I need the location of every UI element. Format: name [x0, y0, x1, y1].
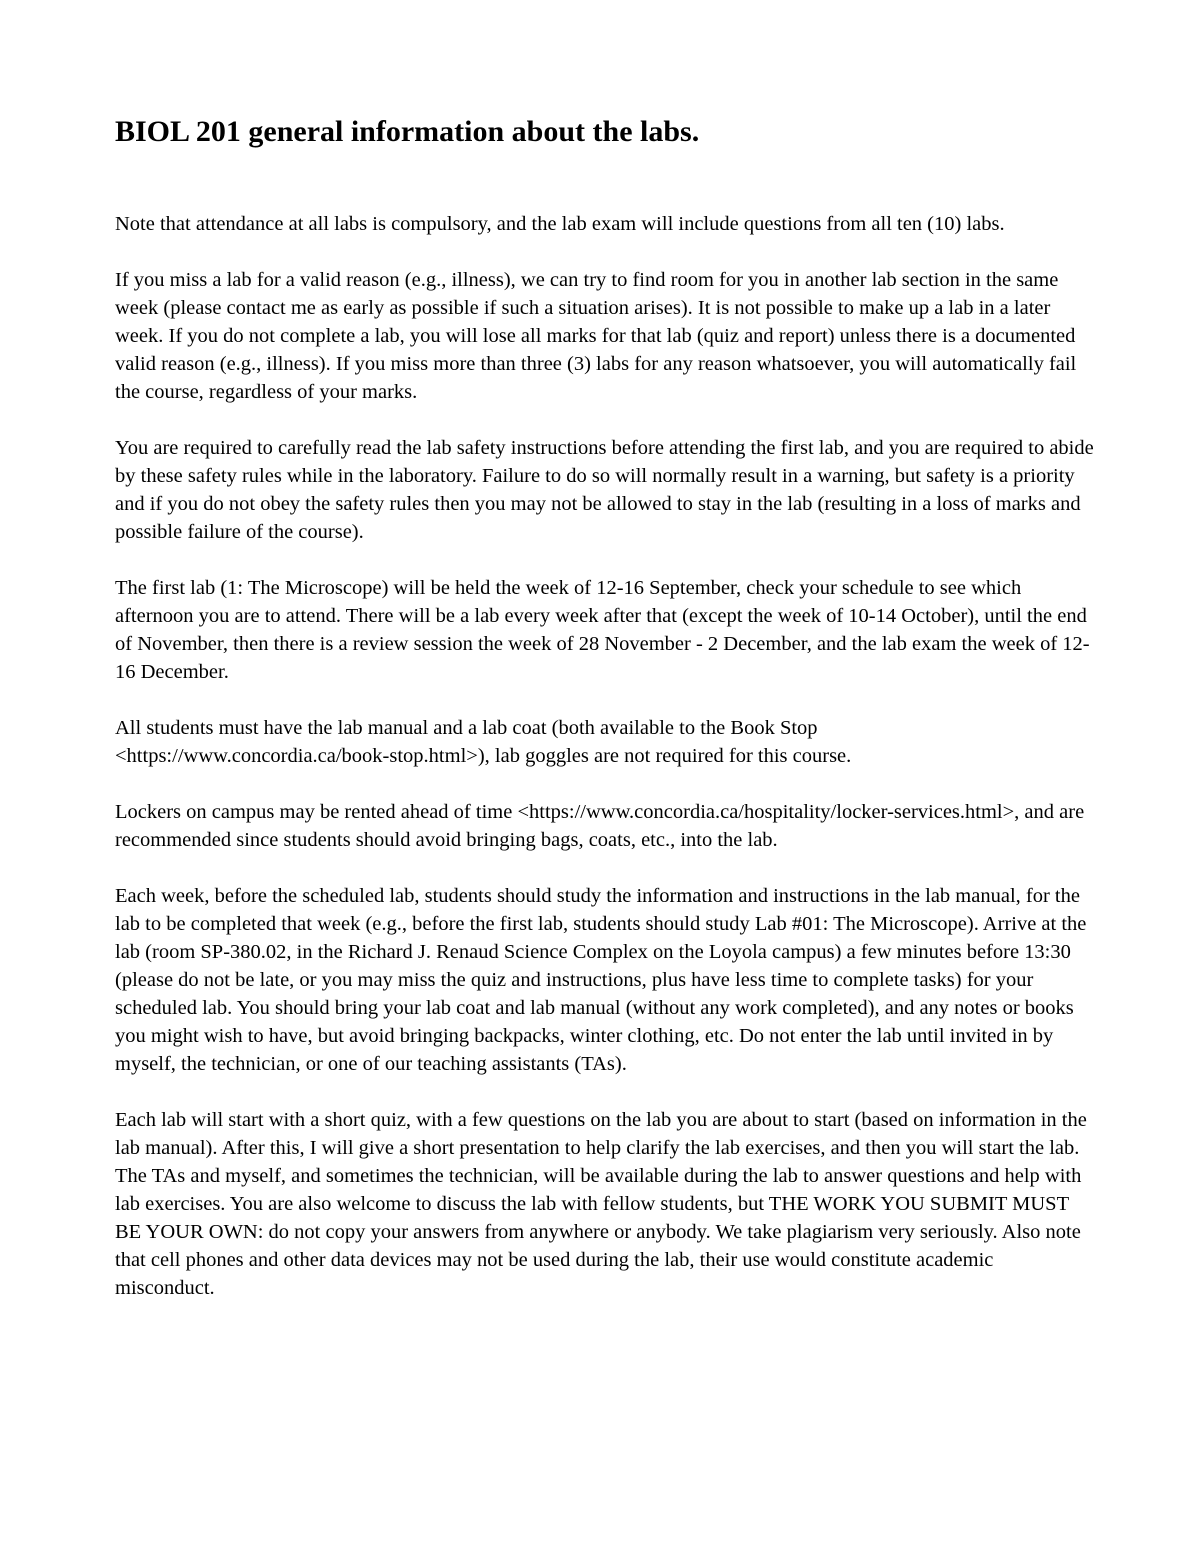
lab-manual-paragraph: All students must have the lab manual and a lab coat (both available to the Book Stop <https://www.concordia.ca/book-stop.html>), lab goggles are not required for this course. [115, 717, 852, 767]
safety-paragraph: You are required to carefully read the lab safety instructions before attending the first lab, and you are required to abide by these safety rules while in the laboratory. Failure to do so will normally result in a warning, but safety is a priority and if you do not obey the safety rules then you may not be allowed to stay in the lab (resulting in a loss of marks and possible failure of the course). [115, 437, 1094, 543]
document-title: BIOL 201 general information about the labs. [115, 115, 700, 148]
schedule-paragraph: The first lab (1: The Microscope) will be held the week of 12-16 September, check your schedule to see which afternoon you are to attend. There will be a lab every week after that (except the week of 10-14 October), until the end of November, then there is a review session the week of 28 November - 2 December, and the lab exam the week of 12-16 December. [115, 577, 1090, 683]
document-page [115, 112, 1095, 1330]
attendance-paragraph: Note that attendance at all labs is compulsory, and the lab exam will include questions from all ten (10) labs. [115, 213, 1005, 235]
missed-lab-paragraph: If you miss a lab for a valid reason (e.g., illness), we can try to find room for you in another lab section in the same week (please contact me as early as possible if such a situation arises). It is not possible to make up a lab in a later week. If you do not complete a lab, you will lose all marks for that lab (quiz and report) unless there is a documented valid reason (e.g., illness). If you miss more than three (3) labs for any reason whatsoever, you will automatically fail the course, regardless of your marks. [115, 269, 1077, 403]
quiz-and-conduct-paragraph: Each lab will start with a short quiz, with a few questions on the lab you are about to start (based on information in the lab manual). After this, I will give a short presentation to help clarify the lab exercises, and then you will start the lab. The TAs and myself, and sometimes the technician, will be available during the lab to answer questions and help with lab exercises. You are also welcome to discuss the lab with fellow students, but THE WORK YOU SUBMIT MUST BE YOUR OWN: do not copy your answers from anywhere or anybody. We take plagiarism very seriously. Also note that cell phones and other data devices may not be used during the lab, their use would constitute academic misconduct. [115, 1109, 1087, 1299]
lockers-paragraph: Lockers on campus may be rented ahead of time <https://www.concordia.ca/hospitality/locker-services.html>, and are recommended since students should avoid bringing bags, coats, etc., into the lab. [115, 801, 1085, 851]
weekly-preparation-paragraph: Each week, before the scheduled lab, students should study the information and instructions in the lab manual, for the lab to be completed that week (e.g., before the first lab, students should study Lab #01: The Microscope). Arrive at the lab (room SP-380.02, in the Richard J. Renaud Science Complex on the Loyola campus) a few minutes before 13:30 (please do not be late, or you may miss the quiz and instructions, plus have less time to complete tasks) for your scheduled lab. You should bring your lab coat and lab manual (without any work completed), and any notes or books you might wish to have, but avoid bringing backpacks, winter clothing, etc. Do not enter the lab until invited in by myself, the technician, or one of our teaching assistants (TAs). [115, 885, 1087, 1075]
